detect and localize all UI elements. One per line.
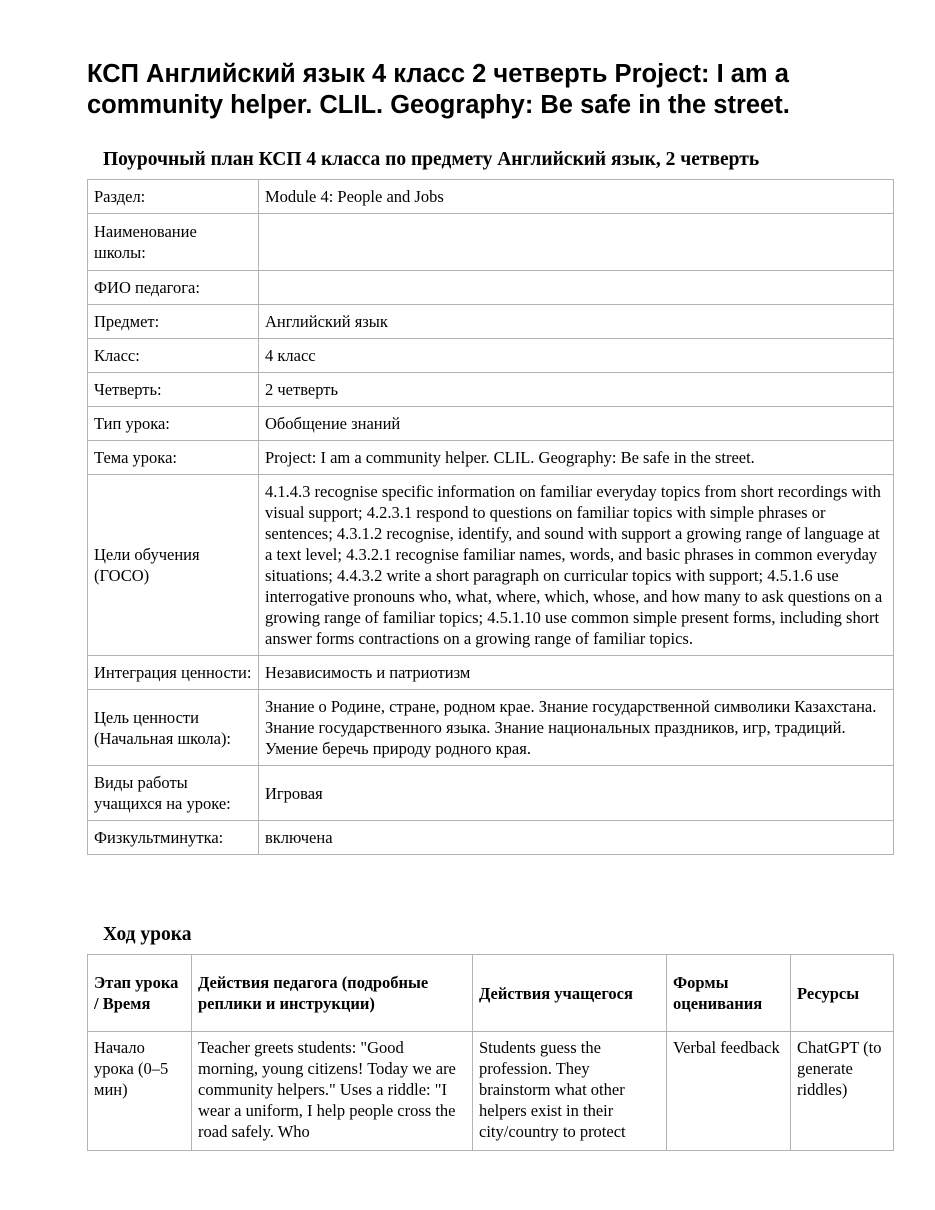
- info-label: Предмет:: [88, 305, 259, 339]
- info-value: Игровая: [259, 766, 894, 821]
- plan-heading: Поурочный план КСП 4 класса по предмету Английский язык, 2 четверть: [103, 149, 760, 170]
- info-value: Обобщение знаний: [259, 407, 894, 441]
- info-label: Цель ценности (Начальная школа):: [88, 690, 259, 766]
- info-label: Интеграция ценности:: [88, 656, 259, 690]
- info-row-quarter: [88, 373, 894, 407]
- info-value: Знание о Родине, стране, родном крае. Знание государственной символики Казахстана. Знание государственного языка. Знание национальных праздников, игр, традиций. Умение беречь природу родного края.: [259, 690, 894, 766]
- info-value: Независимость и патриотизм: [259, 656, 894, 690]
- info-value: 4.1.4.3 recognise specific information on familiar everyday topics from short recordings with visual support; 4.2.3.1 respond to questions on familiar topics with simple phrases or sentences; 4.3.1.2 recognise, identify, and sound with support a growing range of language at a text level; 4.3.2.1 recognise familiar names, words, and basic phrases in common everyday situations; 4.4.3.2 write a short paragraph on curricular topics with support; 4.5.1.6 use interrogative pronouns who, what, where, which, whose, and how many to ask questions on a growing range of familiar topics; 4.5.1.10 use common simple present forms, including short answer forms contractions on a growing range of familiar topics.: [259, 475, 894, 656]
- lesson-student-actions: Students guess the profession. They brainstorm what other helpers exist in their city/country to protect: [479, 1038, 626, 1141]
- info-row-value-integration: [88, 656, 894, 690]
- info-row-value-goal: [88, 690, 894, 766]
- info-row-topic: [88, 441, 894, 475]
- lesson-assessment: Verbal feedback: [673, 1038, 780, 1057]
- info-value: [259, 214, 894, 271]
- info-row-work-types: [88, 766, 894, 821]
- lesson-heading: Ход урока: [103, 924, 192, 945]
- header-teacher-actions: Действия педагога (подробные реплики и инструкции): [192, 955, 473, 1032]
- lesson-row: [88, 1032, 894, 1151]
- info-value: Английский язык: [259, 305, 894, 339]
- info-row-section: [88, 180, 894, 214]
- lesson-resources: ChatGPT (to generate riddles): [797, 1038, 882, 1099]
- lesson-stage: Начало урока (0–5 мин): [94, 1038, 169, 1099]
- header-student-actions: Действия учащегося: [473, 955, 667, 1032]
- lesson-assessment-cell: [667, 1032, 791, 1151]
- info-label: Класс:: [88, 339, 259, 373]
- info-value: 4 класс: [259, 339, 894, 373]
- info-value: Module 4: People and Jobs: [259, 180, 894, 214]
- info-label: Четверть:: [88, 373, 259, 407]
- document-title: КСП Английский язык 4 класс 2 четверть Project: I am a community helper. CLIL. Geography: Be safe in the street.: [87, 60, 790, 119]
- lesson-resources-cell: [791, 1032, 894, 1151]
- info-label: Наименование школы:: [88, 214, 259, 271]
- lesson-teacher-cell: [192, 1032, 473, 1151]
- header-assessment: Формы оценивания: [667, 955, 791, 1032]
- info-row-teacher: [88, 271, 894, 305]
- info-label: Тип урока:: [88, 407, 259, 441]
- info-row-physical-break: [88, 821, 894, 855]
- info-label: ФИО педагога:: [88, 271, 259, 305]
- info-label: Виды работы учащихся на уроке:: [88, 766, 259, 821]
- lesson-header-row: [88, 955, 894, 1032]
- lesson-flow-table: [87, 954, 894, 1151]
- info-value: [259, 271, 894, 305]
- lesson-stage-cell: [88, 1032, 192, 1151]
- info-label: Физкультминутка:: [88, 821, 259, 855]
- info-row-lesson-type: [88, 407, 894, 441]
- info-value: Project: I am a community helper. CLIL. Geography: Be safe in the street.: [259, 441, 894, 475]
- info-label: Тема урока:: [88, 441, 259, 475]
- info-label: Раздел:: [88, 180, 259, 214]
- info-row-school: [88, 214, 894, 271]
- info-value: включена: [259, 821, 894, 855]
- info-row-grade: [88, 339, 894, 373]
- info-row-objectives: [88, 475, 894, 656]
- lesson-teacher-actions: Teacher greets students: "Good morning, young citizens! Today we are community helpers." Uses a riddle: "I wear a uniform, I help people cross the road safely. Who: [198, 1038, 456, 1141]
- info-row-subject: [88, 305, 894, 339]
- header-resources: Ресурсы: [791, 955, 894, 1032]
- lesson-student-cell: [473, 1032, 667, 1151]
- header-stage: Этап урока / Время: [88, 955, 192, 1032]
- info-value: 2 четверть: [259, 373, 894, 407]
- info-label: Цели обучения (ГОСО): [88, 475, 259, 656]
- lesson-info-table: [87, 179, 894, 855]
